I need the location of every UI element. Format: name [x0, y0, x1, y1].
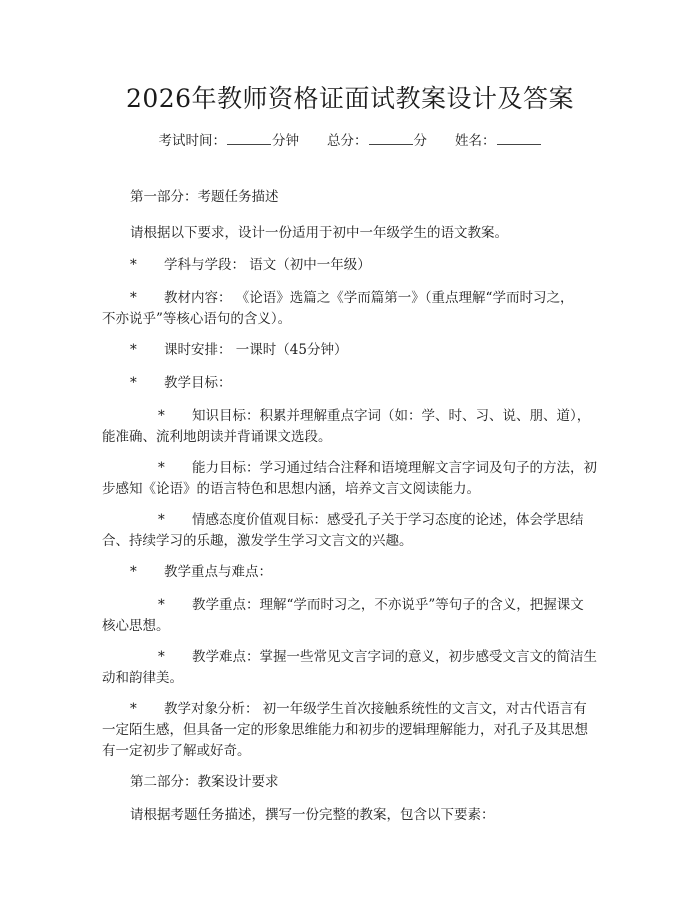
difficulty-text-2: 动和韵律美。: [102, 670, 183, 686]
exam-time-unit: 分钟: [272, 133, 299, 149]
bullet-star: *: [130, 290, 137, 306]
goal-knowledge-text-1: 知识目标：积累并理解重点字词（如：学、时、习、说、朋、道），: [192, 408, 591, 424]
bullet-star: *: [130, 257, 137, 273]
exam-meta-line: [0, 131, 700, 151]
bullet-star: *: [158, 649, 165, 665]
bullet-star: *: [130, 342, 137, 358]
part1-heading: 第一部分：考题任务描述: [130, 189, 279, 205]
bullet-star: *: [158, 408, 165, 424]
bullet-star: *: [130, 564, 137, 580]
analysis-text-1: 教学对象分析： 初一年级学生首次接触系统性的文言文，对古代语言有: [164, 701, 587, 717]
total-score-blank: [369, 131, 413, 145]
key-points-item: [130, 560, 618, 585]
goal-ability-text-2: 步感知《论语》的语言特色和思想内涵，培养文言文阅读能力。: [102, 481, 480, 497]
bullet-star: *: [158, 460, 165, 476]
goals-text: 教学目标：: [164, 375, 232, 391]
document-title: 2026年教师资格证面试教案设计及答案: [125, 84, 575, 113]
analysis-text-2: 一定陌生感，但具备一定的形象思维能力和初步的逻辑理解能力，对孔子及其思想: [102, 722, 588, 738]
part1-intro: 请根据以下要求，设计一份适用于初中一年级学生的语文教案。: [130, 225, 508, 241]
difficulty-text-1: 教学难点：掌握一些常见文言字词的意义，初步感受文言文的简洁生: [192, 649, 597, 665]
goal-emotion-text-2: 合、持续学习的乐趣，激发学生学习文言文的兴趣。: [102, 533, 413, 549]
goal-knowledge-text-2: 能准确、流利地朗读并背诵课文选段。: [102, 429, 332, 445]
analysis-text-3: 有一定初步了解或好奇。: [102, 743, 251, 759]
bullet-star: *: [158, 512, 165, 528]
student-name-label: 姓名：: [455, 133, 496, 149]
material-text-1: 教材内容： 《论语》选篇之《学而篇第一》（重点理解“学而时习之，: [164, 290, 574, 306]
bullet-star: *: [130, 375, 137, 391]
part2-heading: 第二部分：教案设计要求: [130, 774, 279, 790]
subject-text: 学科与学段： 语文（初中一年级）: [164, 257, 371, 273]
goal-ability-text-1: 能力目标：学习通过结合注释和语境理解文言字词及句子的方法，初: [192, 460, 597, 476]
part2-intro: 请根据考题任务描述，撰写一份完整的教案，包含以下要素：: [130, 807, 495, 823]
hours-item: [130, 338, 618, 363]
material-text-2: 不亦说乎”等核心语句的含义）。: [102, 311, 292, 327]
hours-text: 课时安排： 一课时（45分钟）: [164, 342, 348, 358]
key-text-1: 教学重点：理解“学而时习之，不亦说乎”等句子的含义，把握课文: [192, 597, 584, 613]
key-text-2: 核心思想。: [102, 618, 170, 634]
key-points-text: 教学重点与难点：: [164, 564, 272, 580]
bullet-star: *: [130, 701, 137, 717]
total-score-label: 总分：: [327, 133, 368, 149]
exam-time-label: 考试时间：: [158, 133, 226, 149]
goal-emotion-text-1: 情感态度价值观目标：感受孔子关于学习态度的论述，体会学思结: [192, 512, 584, 528]
exam-time-blank: [227, 131, 271, 145]
goals-item: [130, 371, 618, 396]
bullet-star: *: [158, 597, 165, 613]
student-name-blank: [497, 131, 541, 145]
subject-item: [130, 253, 618, 278]
total-score-unit: 分: [413, 133, 427, 149]
